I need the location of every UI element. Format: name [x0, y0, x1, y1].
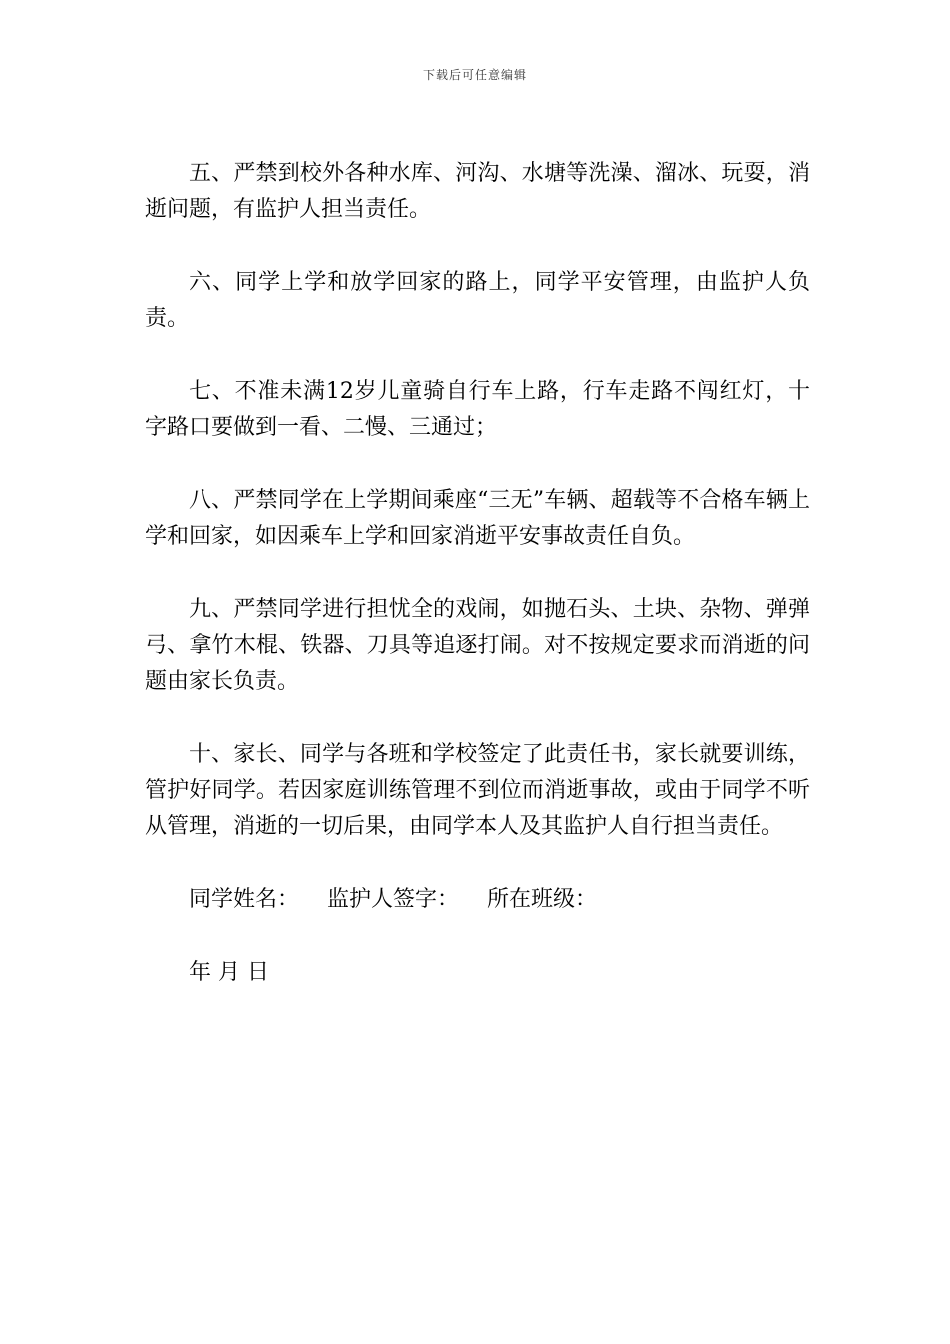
clause-7: 七、不准未满12岁儿童骑自行车上路，行车走路不闯红灯，十字路口要做到一看、二慢、三通过；: [145, 379, 810, 440]
page-header-note: 下载后可任意编辑: [422, 68, 527, 82]
date-year: 年: [189, 960, 212, 985]
date-line: [145, 955, 810, 991]
student-name-label: 同学姓名：: [189, 887, 300, 912]
date-day: 日: [247, 960, 270, 985]
date-month: 月: [218, 960, 241, 985]
clause-9: 九、严禁同学进行担忧全的戏闹，如抛石头、土块、杂物、弹弹弓、拿竹木棍、铁器、刀具等追逐打闹。对不按规定要求而消逝的问题由家长负责。: [145, 597, 810, 694]
guardian-sign-label: 监护人签字：: [327, 887, 460, 912]
signature-line: [145, 882, 810, 918]
class-label: 所在班级：: [487, 887, 598, 912]
clause-5: 五、严禁到校外各种水库、河沟、水塘等洗澡、溜冰、玩耍，消逝问题，有监护人担当责任。: [145, 161, 810, 222]
document-body: [145, 156, 810, 991]
clause-6: 六、同学上学和放学回家的路上，同学平安管理，由监护人负责。: [145, 270, 810, 331]
clause-10: 十、家长、同学与各班和学校签定了此责任书，家长就要训练，管护好同学。若因家庭训练管理不到位而消逝事故，或由于同学不听从管理，消逝的一切后果，由同学本人及其监护人自行担当责任。: [145, 742, 810, 839]
clause-8: 八、严禁同学在上学期间乘座“三无”车辆、超载等不合格车辆上学和回家，如因乘车上学和回家消逝平安事故责任自负。: [145, 488, 810, 549]
